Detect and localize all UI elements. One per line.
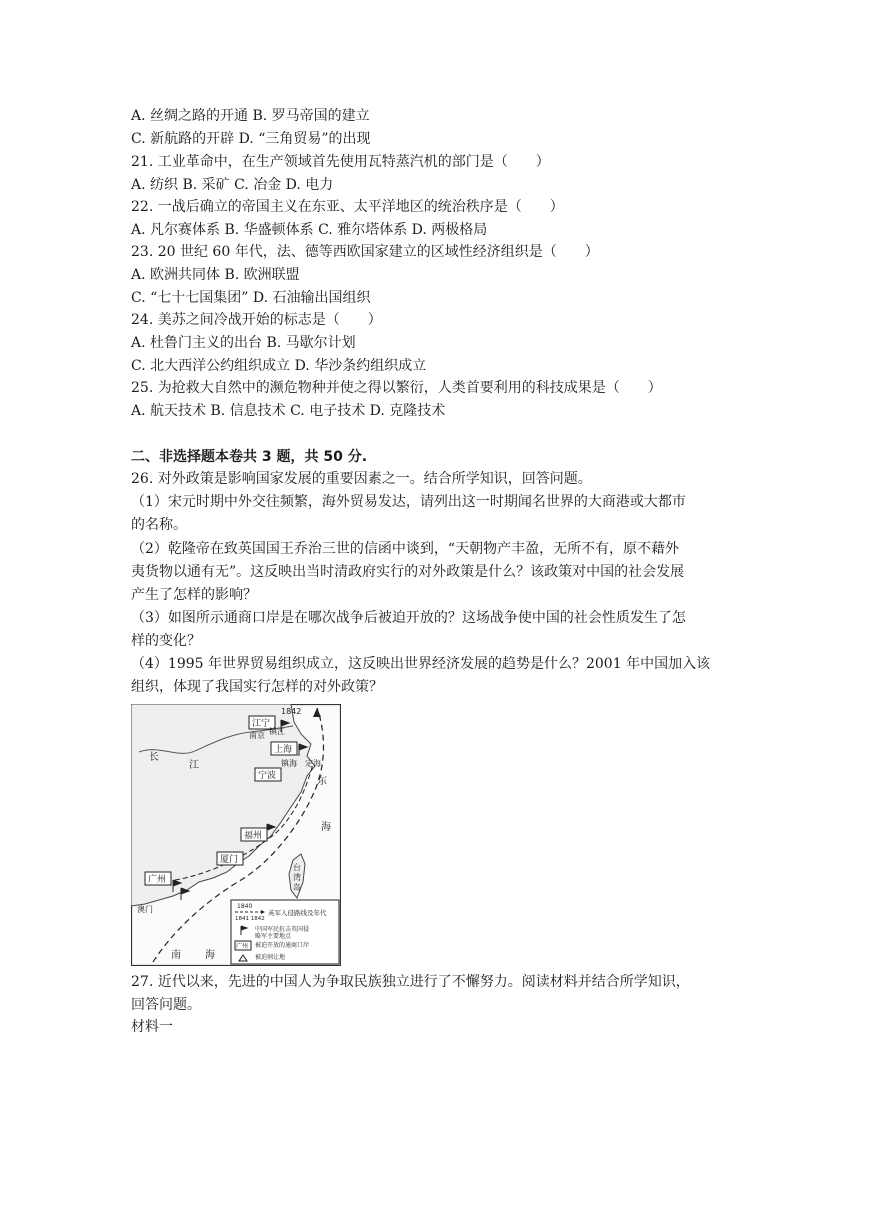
label-donghai-2: 海: [321, 822, 331, 833]
section-2-heading: 二、非选择题本卷共 3 题，共 50 分.: [131, 449, 368, 465]
label-changjiang-2: 江: [189, 760, 199, 771]
question-27-line-1: 27. 近代以来，先进的中国人为争取民族独立进行了不懈努力。阅读材料并结合所学知识，: [131, 974, 690, 990]
label-aomen: 澳门: [137, 905, 153, 914]
question-23-stem: 23. 20 世纪 60 年代，法、德等西欧国家建立的区域性经济组织是（ ）: [131, 244, 599, 260]
question-20-options-ab: A. 丝绸之路的开通 B. 罗马帝国的建立: [131, 108, 370, 124]
label-taiwan-2: 湾: [293, 873, 301, 882]
question-27-line-2: 回答问题。: [131, 997, 201, 1013]
question-21-stem: 21. 工业革命中，在生产领域首先使用瓦特蒸汽机的部门是（ ）: [131, 154, 550, 170]
question-26-part-4-line-2: 组织，体现了我国实行怎样的对外政策？: [131, 679, 383, 695]
legend-port-line-2: 被迫割让地: [255, 954, 286, 961]
label-jiangning: 江宁: [252, 719, 271, 729]
legend-flag-line-2: 略军主要地点: [255, 933, 292, 940]
question-25-stem: 25. 为抢救大自然中的濒危物种并使之得以繁衍，人类首要利用的科技成果是（ ）: [131, 380, 662, 396]
question-26-part-2-line-3: 产生了怎样的影响？: [131, 587, 257, 603]
question-24-stem: 24. 美苏之间冷战开始的标志是（ ）: [131, 312, 382, 328]
label-1842: 1842: [281, 707, 302, 716]
legend-port-line-1: 被迫开放的通商口岸: [255, 942, 310, 949]
label-taiwan-3: 岛: [293, 883, 301, 892]
map-legend: [231, 900, 339, 964]
material-1-label: 材料一: [131, 1019, 173, 1035]
question-24-options-ab: A. 杜鲁门主义的出台 B. 马歇尔计划: [131, 335, 356, 351]
label-shanghai: 上海: [274, 745, 293, 755]
question-26-part-1-line-2: 的名称。: [131, 517, 187, 533]
label-fuzhou: 福州: [244, 831, 263, 841]
question-24-options-cd: C. 北大西洋公约组织成立 D. 华沙条约组织成立: [131, 358, 427, 374]
label-nanhai-2: 海: [205, 950, 215, 961]
question-26-stem: 26. 对外政策是影响国家发展的重要因素之一。结合所学知识，回答问题。: [131, 471, 592, 487]
opium-war-ports-map: [131, 704, 341, 966]
label-changjiang-1: 长: [149, 752, 159, 763]
label-taiwan-1: 台: [293, 863, 301, 872]
question-26-part-4-line-1: （4）1995 年世界贸易组织成立，这反映出世界经济发展的趋势是什么？2001 年中国加入该: [131, 656, 711, 672]
question-26-part-3-line-1: （3）如图所示通商口岸是在哪次战争后被迫开放的？这场战争使中国的社会性质发生了怎: [131, 610, 686, 626]
map-figure: [131, 704, 341, 966]
question-26-part-2-line-1: （2）乾隆帝在致英国国王乔治三世的信函中谈到，“天朝物产丰盈，无所不有，原不藉外: [131, 541, 680, 557]
label-xiamen: 厦门: [220, 855, 239, 865]
legend-flag-line-1: 中国军民抗击英国侵: [255, 926, 310, 933]
question-26-part-3-line-2: 样的变化？: [131, 633, 201, 649]
question-22-stem: 22. 一战后确立的帝国主义在东亚、太平洋地区的统治秩序是（ ）: [131, 199, 564, 215]
label-zhenjiang: 镇江: [269, 727, 285, 736]
question-21-options: A. 纺织 B. 采矿 C. 冶金 D. 电力: [131, 177, 334, 193]
question-25-options: A. 航天技术 B. 信息技术 C. 电子技术 D. 克隆技术: [131, 403, 446, 419]
label-donghai-1: 东: [317, 776, 327, 787]
label-guangzhou: 广州: [148, 875, 167, 885]
label-nanhai-1: 南: [171, 950, 181, 961]
legend-port-box-label: 广州: [236, 943, 249, 950]
legend-route-years-lower: 1841 1842: [235, 916, 265, 922]
question-26-part-2-line-2: 夷货物以通有无”。这反映出当时清政府实行的对外政策是什么？该政策对中国的社会发展: [131, 564, 685, 580]
label-dinghai: 定海: [305, 759, 321, 768]
question-23-options-cd: C. “七十七国集团” D. 石油输出国组织: [131, 290, 371, 306]
legend-route-year: 1840: [237, 903, 253, 910]
label-zhenhai: 镇海: [281, 759, 297, 768]
label-nanjing: 南京: [249, 731, 265, 740]
question-26-part-1-line-1: （1）宋元时期中外交往频繁，海外贸易发达，请列出这一时期闻名世界的大商港或大都市: [131, 494, 686, 510]
question-22-options: A. 凡尔赛体系 B. 华盛顿体系 C. 雅尔塔体系 D. 两极格局: [131, 222, 488, 238]
legend-route-text: 英军入侵路线及年代: [268, 909, 327, 917]
label-ningbo: 宁波: [258, 771, 277, 781]
question-20-options-cd: C. 新航路的开辟 D. “三角贸易”的出现: [131, 131, 371, 147]
question-23-options-ab: A. 欧洲共同体 B. 欧洲联盟: [131, 267, 300, 283]
